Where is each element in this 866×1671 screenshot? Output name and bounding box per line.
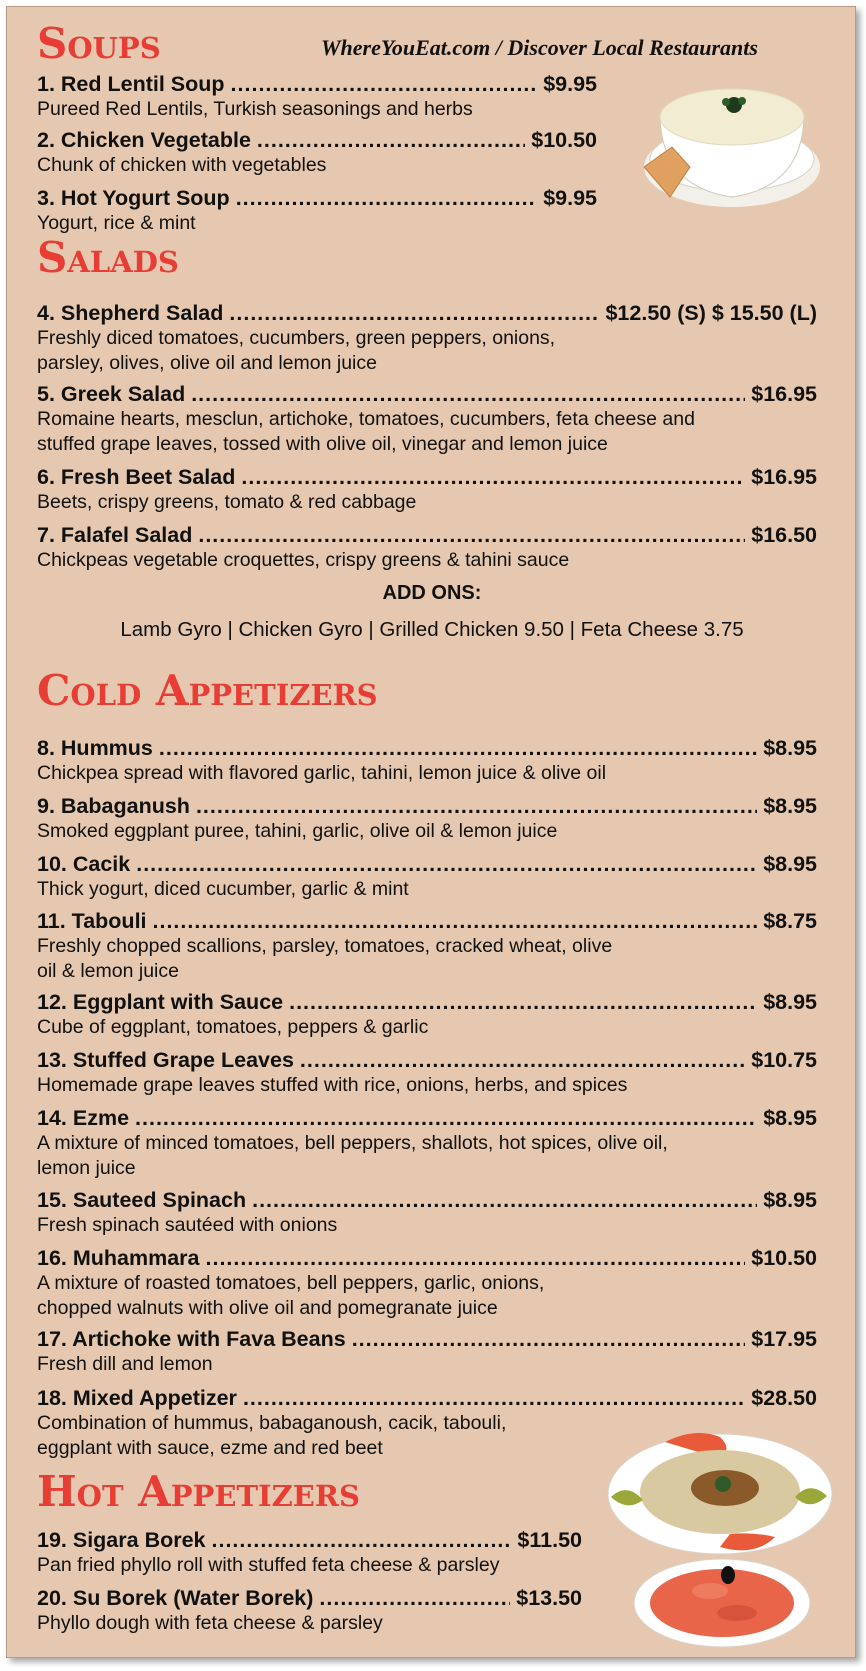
section-title-soups: Soups [37, 19, 161, 68]
menu-item [37, 1047, 817, 1098]
addons-text: Lamb Gyro | Chicken Gyro | Grilled Chicken 9.50 | Feta Cheese 3.75 [120, 618, 744, 641]
menu-item-description: Pureed Red Lentils, Turkish seasonings and herbs [37, 98, 473, 120]
menu-item-description: Phyllo dough with feta cheese & parsley [37, 1612, 383, 1634]
menu-item-name: 9. Babaganush [37, 794, 190, 818]
menu-item-description: lemon juice [37, 1157, 136, 1179]
menu-item-price: $11.50 [517, 1528, 582, 1552]
menu-item [37, 908, 817, 984]
menu-item-price: $8.95 [763, 1106, 817, 1130]
menu-item-description: Chunk of chicken with vegetables [37, 154, 327, 176]
dot-leader [229, 300, 599, 326]
menu-item-price: $10.50 [751, 1246, 817, 1270]
menu-item-name: 12. Eggplant with Sauce [37, 990, 284, 1014]
menu-item-name: 8. Hummus [37, 736, 153, 760]
menu-item-price: $8.75 [763, 909, 817, 933]
menu-item-header [37, 1105, 817, 1131]
menu-item-price: $17.95 [751, 1327, 817, 1351]
menu-item-name: 18. Mixed Appetizer [37, 1386, 237, 1410]
menu-item-header [37, 1385, 817, 1411]
menu-item [37, 989, 817, 1040]
menu-item-name: 16. Muhammara [37, 1246, 200, 1270]
menu-item [37, 851, 817, 902]
menu-item-description: Pan fried phyllo roll with stuffed feta cheese & parsley [37, 1554, 500, 1576]
dot-leader [236, 185, 537, 211]
menu-item-header [37, 300, 817, 326]
menu-item-description: Cube of eggplant, tomatoes, peppers & garlic [37, 1016, 429, 1038]
menu-item-price: $8.95 [763, 852, 817, 876]
dot-leader [153, 908, 758, 934]
menu-item-price: $8.95 [763, 990, 817, 1014]
menu-item-price: $13.50 [516, 1586, 582, 1610]
soup-bowl-photo [632, 47, 822, 217]
menu-item-price: $16.95 [751, 465, 817, 489]
menu-item-description: stuffed grape leaves, tossed with olive oil, vinegar and lemon juice [37, 433, 608, 455]
menu-item-header [37, 381, 817, 407]
menu-item-description: Fresh spinach sautéed with onions [37, 1214, 338, 1236]
dot-leader [196, 793, 757, 819]
menu-page [6, 6, 856, 1658]
menu-item-name: 11. Tabouli [37, 909, 147, 933]
menu-item-header [37, 1527, 582, 1553]
menu-item [37, 300, 817, 376]
menu-item-price: $28.50 [751, 1386, 817, 1410]
dot-leader [243, 1385, 745, 1411]
dot-leader [300, 1047, 745, 1073]
menu-item-header [37, 522, 817, 548]
menu-item-price: $9.95 [543, 72, 597, 96]
menu-item [37, 381, 817, 457]
menu-item-header [37, 71, 597, 97]
menu-item-description: Freshly chopped scallions, parsley, tomatoes, cracked wheat, olive [37, 935, 613, 957]
dot-leader [135, 1105, 757, 1131]
menu-item-description: Fresh dill and lemon [37, 1353, 213, 1375]
menu-item-price: $16.95 [751, 382, 817, 406]
menu-item-description: Chickpea spread with flavored garlic, tahini, lemon juice & olive oil [37, 762, 607, 784]
menu-item-name: 14. Ezme [37, 1106, 130, 1130]
menu-item-description: Chickpeas vegetable croquettes, crispy greens & tahini sauce [37, 549, 570, 571]
menu-item-name: 19. Sigara Borek [37, 1528, 206, 1552]
menu-item-description: A mixture of minced tomatoes, bell peppers, shallots, hot spices, olive oil, [37, 1132, 668, 1154]
menu-item-header [37, 851, 817, 877]
dot-leader [212, 1527, 512, 1553]
menu-item [37, 522, 817, 573]
menu-item-name: 20. Su Borek (Water Borek) [37, 1586, 314, 1610]
menu-item-description: A mixture of roasted tomatoes, bell peppers, garlic, onions, [37, 1272, 545, 1294]
menu-item-description: oil & lemon juice [37, 960, 179, 982]
menu-item-price: $12.50 (S) $ 15.50 (L) [605, 301, 817, 325]
menu-item-header [37, 735, 817, 761]
menu-item-price: $8.95 [763, 736, 817, 760]
menu-item-header [37, 127, 597, 153]
menu-item-name: 15. Sauteed Spinach [37, 1188, 247, 1212]
dot-leader [241, 464, 745, 490]
menu-item-header [37, 464, 817, 490]
menu-item-header [37, 793, 817, 819]
dot-leader [191, 381, 745, 407]
dot-leader [159, 735, 757, 761]
hummus-plate-photo [605, 1422, 835, 1562]
menu-item-header [37, 1047, 817, 1073]
section-title-hot-appetizers: Hot Appetizers [37, 1467, 360, 1516]
borek-plate-photo [632, 1555, 812, 1651]
menu-item [37, 1527, 582, 1578]
dot-leader [289, 989, 757, 1015]
dot-leader [252, 1187, 757, 1213]
menu-item-description: Combination of hummus, babaganoush, cacik, tabouli, [37, 1412, 507, 1434]
menu-item-description: Freshly diced tomatoes, cucumbers, green peppers, onions, [37, 327, 556, 349]
menu-item-description: chopped walnuts with olive oil and pomegranate juice [37, 1297, 498, 1319]
dot-leader [198, 522, 745, 548]
addons-title: ADD ONS: [382, 582, 482, 604]
menu-item-header [37, 1245, 817, 1271]
menu-item-name: 2. Chicken Vegetable [37, 128, 251, 152]
menu-item-header [37, 1326, 817, 1352]
menu-item-name: 5. Greek Salad [37, 382, 186, 406]
menu-item-description: Smoked eggplant puree, tahini, garlic, olive oil & lemon juice [37, 820, 558, 842]
section-title-cold-appetizers: Cold Appetizers [37, 666, 378, 715]
menu-item-name: 17. Artichoke with Fava Beans [37, 1327, 346, 1351]
section-title-salads: Salads [37, 233, 179, 282]
menu-item [37, 1585, 582, 1636]
menu-item-name: 10. Cacik [37, 852, 131, 876]
menu-item-price: $9.95 [543, 186, 597, 210]
menu-item [37, 1105, 817, 1181]
menu-item-description: Thick yogurt, diced cucumber, garlic & mint [37, 878, 409, 900]
menu-item-name: 13. Stuffed Grape Leaves [37, 1048, 294, 1072]
menu-item-price: $10.75 [751, 1048, 817, 1072]
menu-item-name: 6. Fresh Beet Salad [37, 465, 236, 489]
menu-item [37, 1187, 817, 1238]
menu-item-price: $16.50 [751, 523, 817, 547]
dot-leader [136, 851, 757, 877]
menu-item [37, 735, 817, 786]
menu-item-header [37, 1585, 582, 1611]
menu-item-description: Homemade grape leaves stuffed with rice, onions, herbs, and spices [37, 1074, 628, 1096]
menu-item-header [37, 908, 817, 934]
menu-item-header [37, 185, 597, 211]
menu-item [37, 185, 597, 236]
menu-item [37, 464, 817, 515]
menu-item-description: eggplant with sauce, ezme and red beet [37, 1437, 383, 1459]
menu-item-description: Beets, crispy greens, tomato & red cabbage [37, 491, 417, 513]
menu-item [37, 1326, 817, 1377]
menu-item-name: 7. Falafel Salad [37, 523, 193, 547]
dot-leader [257, 127, 525, 153]
menu-item-price: $8.95 [763, 794, 817, 818]
menu-item [37, 71, 597, 122]
menu-item-header [37, 989, 817, 1015]
menu-item-description: Romaine hearts, mesclun, artichoke, tomatoes, cucumbers, feta cheese and [37, 408, 695, 430]
dot-leader [206, 1245, 746, 1271]
menu-item-name: 4. Shepherd Salad [37, 301, 224, 325]
menu-item-header [37, 1187, 817, 1213]
menu-item-price: $10.50 [531, 128, 597, 152]
watermark: WhereYouEat.com / Discover Local Restaurants [321, 35, 758, 60]
menu-item-name: 1. Red Lentil Soup [37, 72, 225, 96]
dot-leader [319, 1585, 510, 1611]
menu-item [37, 127, 597, 178]
menu-item-price: $8.95 [763, 1188, 817, 1212]
dot-leader [352, 1326, 746, 1352]
dot-leader [231, 71, 538, 97]
menu-item-description: Yogurt, rice & mint [37, 212, 196, 234]
menu-item [37, 793, 817, 844]
menu-item [37, 1245, 817, 1321]
menu-item-name: 3. Hot Yogurt Soup [37, 186, 230, 210]
menu-item-description: parsley, olives, olive oil and lemon juice [37, 352, 377, 374]
